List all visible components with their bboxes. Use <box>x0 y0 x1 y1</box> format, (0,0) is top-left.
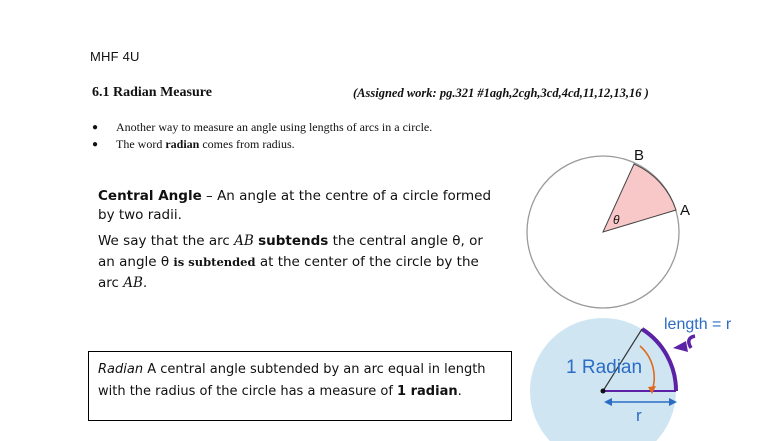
radian-definition-box <box>88 351 512 421</box>
central-angle-text: – An angle at the centre of a circle formed by two radii. <box>98 188 492 223</box>
center-dot <box>601 389 606 394</box>
bullet-text: Another way to measure an angle using lengths of arcs in a circle. <box>116 120 433 134</box>
is-subtended-bold: is subtended <box>173 255 256 269</box>
page-title: 6.1 Radian Measure <box>92 85 212 100</box>
label-b: B <box>634 147 645 164</box>
theta-label: θ <box>613 213 620 227</box>
subtends-period: . <box>142 275 148 291</box>
radian-bold: 1 radian <box>397 384 458 399</box>
arc-label-2: AB <box>123 275 143 291</box>
length-pointer <box>689 336 695 348</box>
subtends-bold: subtends <box>258 233 329 249</box>
radian-text: A central angle subtended by an arc equal in length with the radius of the circle has a measure of <box>98 362 486 399</box>
subtends-text-1: We say that the arc <box>98 233 235 249</box>
central-angle-definition <box>98 187 498 224</box>
assigned-work: (Assigned work: pg.321 #1agh,2cgh,3cd,4cd,11,12,13,16 ) <box>353 86 649 100</box>
central-angle-diagram <box>510 140 710 320</box>
arc-label: AB <box>234 233 254 249</box>
bullet-text-end: comes from radius. <box>199 137 295 151</box>
length-pointer-head <box>673 341 688 352</box>
label-a: A <box>680 202 691 219</box>
one-radian-label: 1 Radian <box>566 357 643 378</box>
subtends-text-3: at the center of the circle by the arc <box>98 254 479 291</box>
length-label: length = r <box>664 316 732 333</box>
radian-term: Radian <box>98 362 144 377</box>
course-code: MHF 4U <box>90 49 140 64</box>
bullet-dot: ● <box>92 139 99 150</box>
radian-period: . <box>457 384 462 399</box>
bullet-text: The word <box>116 137 166 151</box>
bullet-bold: radian <box>165 137 200 151</box>
subtends-text-2: the central angle θ, or an angle θ <box>98 233 483 270</box>
bullet-list <box>92 119 432 153</box>
radian-diagram <box>520 308 784 441</box>
bullet-dot: ● <box>92 122 99 133</box>
r-label: r <box>636 406 642 425</box>
central-angle-term: Central Angle <box>98 188 202 204</box>
subtends-paragraph <box>98 231 498 294</box>
bullet-item <box>92 119 432 136</box>
bullet-item <box>92 136 432 153</box>
